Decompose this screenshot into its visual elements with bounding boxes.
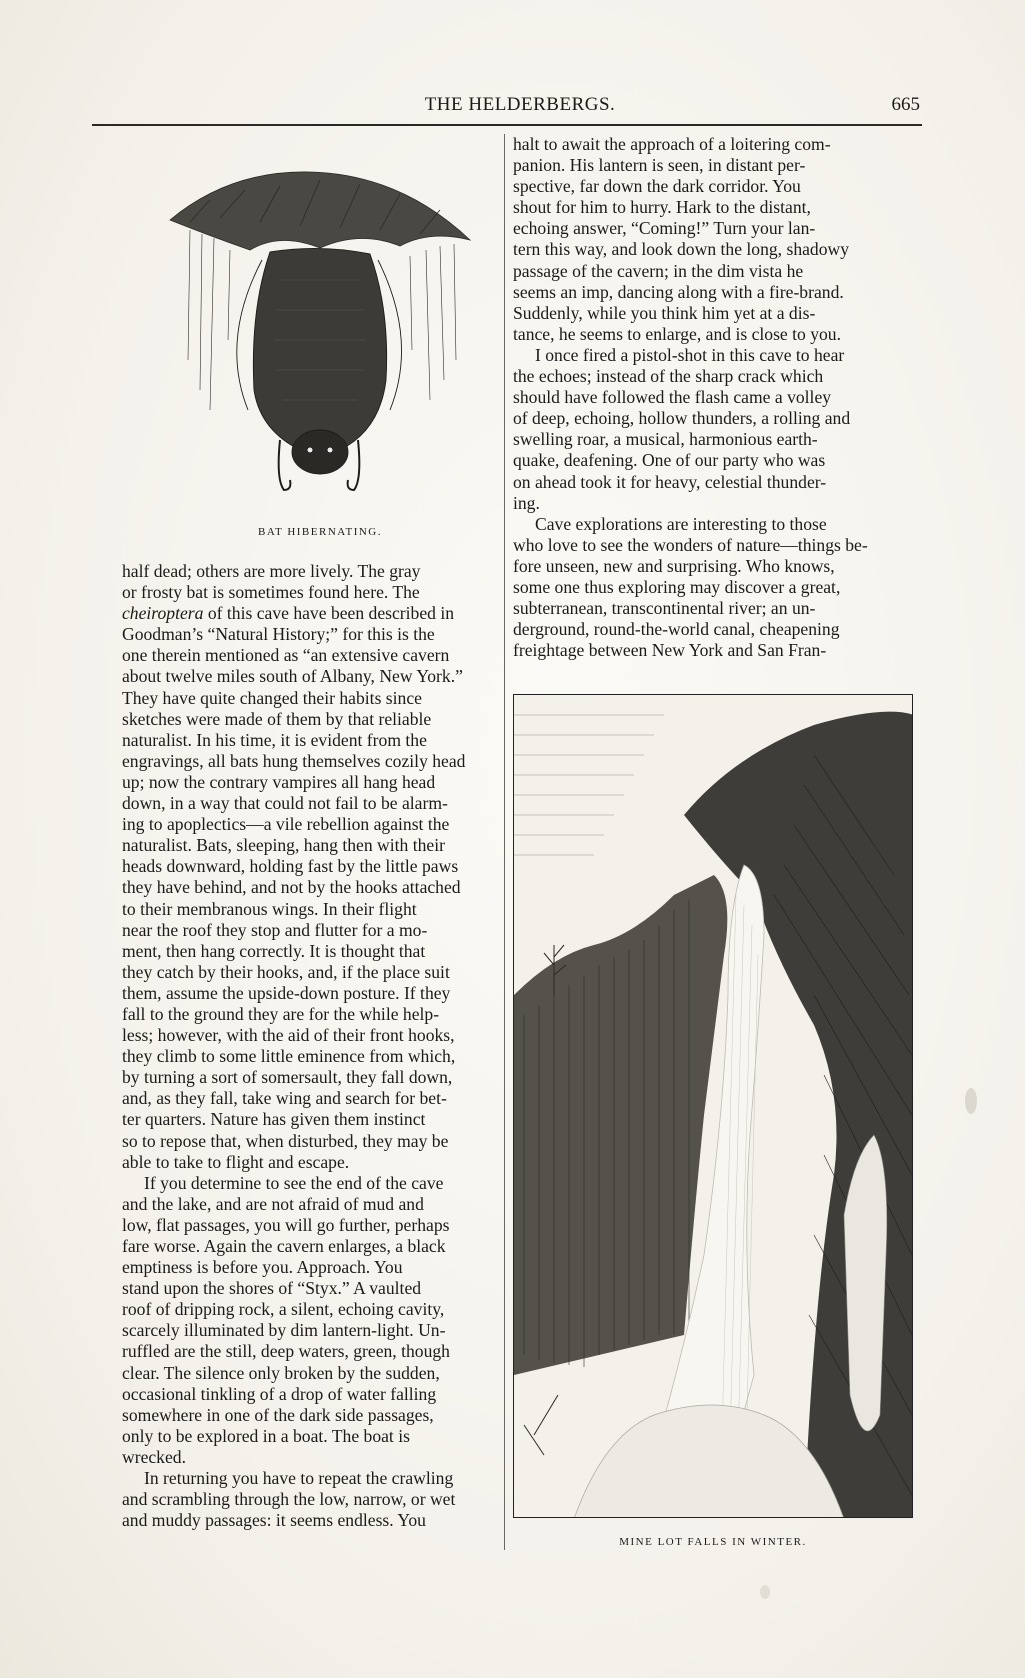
text-line: clear. The silence only broken by the sudden, bbox=[122, 1362, 440, 1383]
left-paragraph-1 bbox=[122, 561, 498, 1173]
right-paragraph-3 bbox=[513, 514, 919, 662]
text-line: subterranean, transcontinental river; an un- bbox=[513, 598, 816, 619]
text-line: they climb to some little eminence from which, bbox=[122, 1046, 456, 1067]
text-line: roof of dripping rock, a silent, echoing cavity, bbox=[122, 1299, 445, 1320]
text-line: stand upon the shores of “Styx.” A vaulted bbox=[122, 1278, 422, 1299]
text-line: they catch by their hooks, and, if the place suit bbox=[122, 961, 450, 982]
text-line: heads downward, holding fast by the little paws bbox=[122, 856, 459, 877]
text-line: scarcely illuminated by dim lantern-light. Un- bbox=[122, 1320, 446, 1341]
text-line: to their membranous wings. In their flight bbox=[122, 898, 417, 919]
text-line: swelling roar, a musical, harmonious earth- bbox=[513, 429, 818, 450]
text-line: naturalist. In his time, it is evident from the bbox=[122, 729, 427, 750]
text-line: somewhere in one of the dark side passages, bbox=[122, 1404, 434, 1425]
text-line: ing. bbox=[513, 492, 540, 513]
text-line: echoing answer, “Coming!” Turn your lan- bbox=[513, 218, 816, 239]
page-number: 665 bbox=[891, 94, 920, 115]
header-rule bbox=[92, 124, 922, 126]
text-line: They have quite changed their habits since bbox=[122, 687, 422, 708]
text-line: fall to the ground they are for the while help- bbox=[122, 1003, 440, 1024]
text-line: one therein mentioned as “an extensive cavern bbox=[122, 645, 450, 666]
text-line: low, flat passages, you will go further, perhaps bbox=[122, 1214, 450, 1235]
text-line: derground, round-the-world canal, cheapening bbox=[513, 619, 840, 640]
text-line: Goodman’s “Natural History;” for this is the bbox=[122, 624, 435, 645]
running-header bbox=[120, 94, 920, 120]
text-line: of deep, echoing, hollow thunders, a rolling and bbox=[513, 408, 851, 429]
text-line: In returning you have to repeat the crawling bbox=[144, 1468, 454, 1489]
text-line: I once fired a pistol-shot in this cave to hear bbox=[535, 344, 845, 365]
left-paragraph-3 bbox=[122, 1468, 498, 1531]
text-line: emptiness is before you. Approach. You bbox=[122, 1257, 403, 1278]
text-line: and scrambling through the low, narrow, or wet bbox=[122, 1489, 456, 1510]
left-column bbox=[122, 561, 498, 1531]
column-divider bbox=[504, 134, 505, 1550]
text-line: tern this way, and look down the long, shadowy bbox=[513, 239, 850, 260]
bat-figure-caption: BAT HIBERNATING. bbox=[257, 526, 383, 538]
text-line: Suddenly, while you think him yet at a dis- bbox=[513, 302, 816, 323]
text-line: fore unseen, new and surprising. Who knows, bbox=[513, 555, 835, 576]
text-line: spective, far down the dark corridor. You bbox=[513, 176, 801, 197]
text-line: them, assume the upside-down posture. If they bbox=[122, 982, 451, 1003]
page-smudge bbox=[760, 1585, 770, 1599]
text-line: seems an imp, dancing along with a fire-brand. bbox=[513, 281, 844, 302]
text-line: engravings, all bats hung themselves cozily head bbox=[122, 750, 466, 771]
text-line: Cave explorations are interesting to those bbox=[535, 513, 827, 534]
text-line: on ahead took it for heavy, celestial thunder- bbox=[513, 471, 827, 492]
text-line: halt to await the approach of a loitering com- bbox=[513, 134, 831, 154]
text-line: and the lake, and are not afraid of mud and bbox=[122, 1193, 424, 1214]
text-line: wrecked. bbox=[122, 1446, 186, 1467]
text-line: sketches were made of them by that reliable bbox=[122, 708, 432, 729]
right-column bbox=[513, 134, 919, 661]
text-line: the echoes; instead of the sharp crack which bbox=[513, 366, 824, 387]
bat-hanging-engraving-icon bbox=[150, 160, 490, 520]
right-paragraph-1 bbox=[513, 134, 919, 345]
text-line-italic-term: cheiroptera of this cave have been described in bbox=[122, 603, 455, 624]
text-line: occasional tinkling of a drop of water falling bbox=[122, 1383, 437, 1404]
text-line: tance, he seems to enlarge, and is close to you. bbox=[513, 323, 841, 344]
text-line: ing to apoplectics—a vile rebellion against the bbox=[122, 814, 450, 835]
left-paragraph-2 bbox=[122, 1173, 498, 1468]
text-line: ment, then hang correctly. It is thought that bbox=[122, 940, 426, 961]
text-line: by turning a sort of somersault, they fall down, bbox=[122, 1067, 453, 1088]
text-line: only to be explored in a boat. The boat is bbox=[122, 1425, 410, 1446]
text-line: so to repose that, when disturbed, they may be bbox=[122, 1130, 449, 1151]
waterfall-engraving-icon bbox=[514, 695, 913, 1518]
text-line: shout for him to hurry. Hark to the distant, bbox=[513, 197, 811, 218]
text-line: passage of the cavern; in the dim vista he bbox=[513, 260, 804, 281]
text-line: or frosty bat is sometimes found here. The bbox=[122, 582, 420, 603]
text-line: up; now the contrary vampires all hang head bbox=[122, 771, 436, 792]
text-line: If you determine to see the end of the cave bbox=[144, 1172, 444, 1193]
text-line: near the roof they stop and flutter for a mo- bbox=[122, 919, 428, 940]
text-line: less; however, with the aid of their front hooks, bbox=[122, 1025, 455, 1046]
text-line: panion. His lantern is seen, in distant per- bbox=[513, 155, 806, 176]
text-line: should have followed the flash came a volley bbox=[513, 387, 832, 408]
text-line: fare worse. Again the cavern enlarges, a black bbox=[122, 1236, 446, 1256]
text-line: about twelve miles south of Albany, New York.” bbox=[122, 666, 463, 687]
falls-figure bbox=[513, 694, 913, 1518]
text-line: ter quarters. Nature has given them instinct bbox=[122, 1109, 426, 1130]
text-line: and, as they fall, take wing and search for bet- bbox=[122, 1088, 447, 1109]
text-line: and muddy passages: it seems endless. You bbox=[122, 1510, 426, 1531]
text-line: down, in a way that could not fail to be alarm- bbox=[122, 793, 448, 814]
text-line: ruffled are the still, deep waters, green, though bbox=[122, 1341, 450, 1362]
right-paragraph-2 bbox=[513, 345, 919, 514]
text-line: naturalist. Bats, sleeping, hang then with their bbox=[122, 835, 445, 856]
text-line: half dead; others are more lively. The gray bbox=[122, 561, 421, 581]
text-line: freightage between New York and San Fran- bbox=[513, 640, 827, 661]
text-line: quake, deafening. One of our party who was bbox=[513, 450, 826, 471]
text-line: able to take to flight and escape. bbox=[122, 1151, 350, 1172]
italic-term: cheiroptera bbox=[122, 603, 204, 624]
text-line: who love to see the wonders of nature—things be- bbox=[513, 534, 868, 555]
text-line: they have behind, and not by the hooks attached bbox=[122, 877, 461, 898]
page-smudge bbox=[965, 1088, 977, 1114]
page-title: THE HELDERBERGS. bbox=[424, 94, 616, 115]
text-line: some one thus exploring may discover a great, bbox=[513, 576, 841, 597]
falls-figure-caption: MINE LOT FALLS IN WINTER. bbox=[619, 1536, 807, 1548]
